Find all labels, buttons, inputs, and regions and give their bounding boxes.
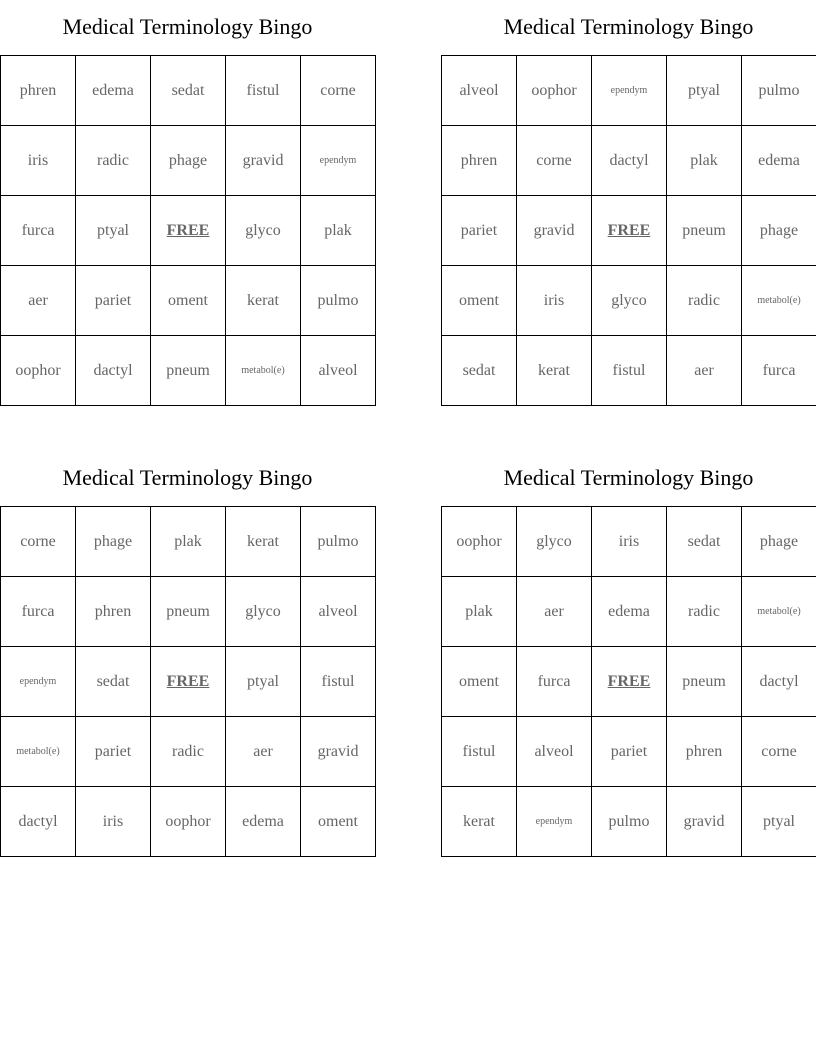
bingo-grid [441,55,816,406]
bingo-cell: phren [667,717,742,787]
bingo-cell: dactyl [742,647,816,717]
bingo-cell: ependym [1,647,76,717]
bingo-cell: gravid [667,787,742,857]
bingo-cell: fistul [226,56,301,126]
card-title-text: Medical Terminology Bingo [503,465,754,490]
free-space: FREE [592,196,667,266]
bingo-cell: oophor [517,56,592,126]
bingo-row [442,266,816,336]
bingo-row [1,126,376,196]
bingo-cell: pariet [442,196,517,266]
bingo-cell: plak [151,507,226,577]
bingo-cell: pneum [151,577,226,647]
bingo-row [1,336,376,406]
bingo-cell: oment [442,647,517,717]
card-title [0,0,375,55]
card-title-text: Medical Terminology Bingo [62,465,313,490]
bingo-card-3 [0,451,375,857]
bingo-cell: corne [301,56,376,126]
bingo-cell: aer [517,577,592,647]
bingo-cell: metabol(e) [1,717,76,787]
bingo-cell: alveol [301,336,376,406]
bingo-row [1,266,376,336]
bingo-cell: iris [1,126,76,196]
bingo-cell: phren [1,56,76,126]
bingo-cell: pariet [592,717,667,787]
bingo-row [1,717,376,787]
bingo-cell: fistul [592,336,667,406]
bingo-cell: pulmo [592,787,667,857]
bingo-cell: aer [1,266,76,336]
bingo-cell: glyco [226,196,301,266]
bingo-cell: glyco [226,577,301,647]
bingo-cell: radic [667,577,742,647]
bingo-cell: edema [226,787,301,857]
bingo-row [442,126,816,196]
bingo-cell: sedat [76,647,151,717]
free-space: FREE [151,196,226,266]
bingo-cell: pulmo [301,266,376,336]
bingo-cell: furca [517,647,592,717]
bingo-row [442,577,816,647]
bingo-cell: metabol(e) [742,266,816,336]
bingo-cell: gravid [301,717,376,787]
bingo-cell: oophor [1,336,76,406]
free-space: FREE [151,647,226,717]
bingo-card-1 [0,0,375,406]
bingo-cell: kerat [517,336,592,406]
bingo-row [442,787,816,857]
bingo-cell: oophor [151,787,226,857]
bingo-cell: sedat [667,507,742,577]
bingo-row [1,647,376,717]
bingo-cell: ptyal [226,647,301,717]
bingo-cell: phage [76,507,151,577]
bingo-row [1,577,376,647]
bingo-cell: plak [442,577,517,647]
bingo-cell: oment [301,787,376,857]
bingo-cell: alveol [517,717,592,787]
bingo-cell: kerat [226,507,301,577]
bingo-cell: corne [1,507,76,577]
bingo-cell: pneum [667,647,742,717]
bingo-cell: iris [592,507,667,577]
bingo-cell: kerat [226,266,301,336]
bingo-cell: aer [226,717,301,787]
bingo-cell: pariet [76,717,151,787]
bingo-cell: alveol [442,56,517,126]
bingo-row [442,56,816,126]
bingo-cell: metabol(e) [226,336,301,406]
bingo-cell: phage [742,196,816,266]
bingo-cell: phren [442,126,517,196]
bingo-cell: edema [592,577,667,647]
free-space: FREE [592,647,667,717]
bingo-row [1,196,376,266]
bingo-row [442,647,816,717]
bingo-cell: alveol [301,577,376,647]
bingo-cell: edema [742,126,816,196]
bingo-row [1,787,376,857]
bingo-grid [0,506,376,857]
bingo-cell: radic [667,266,742,336]
bingo-cell: sedat [442,336,517,406]
bingo-cell: plak [667,126,742,196]
bingo-card-4 [441,451,816,857]
bingo-cell: pulmo [301,507,376,577]
bingo-cell: ptyal [667,56,742,126]
bingo-cell: iris [517,266,592,336]
bingo-cell: phren [76,577,151,647]
bingo-cell: dactyl [592,126,667,196]
bingo-row [442,717,816,787]
bingo-cell: ptyal [76,196,151,266]
bingo-row [442,336,816,406]
bingo-cell: fistul [301,647,376,717]
bingo-grid [0,55,376,406]
bingo-cell: aer [667,336,742,406]
bingo-cell: oment [151,266,226,336]
bingo-cell: ptyal [742,787,816,857]
bingo-cell: metabol(e) [742,577,816,647]
bingo-cell: glyco [592,266,667,336]
bingo-cell: edema [76,56,151,126]
bingo-card-2 [441,0,816,406]
bingo-cell: pneum [151,336,226,406]
card-title [0,451,375,506]
bingo-row [1,56,376,126]
bingo-cell: radic [151,717,226,787]
bingo-cell: ependym [592,56,667,126]
bingo-cell: dactyl [76,336,151,406]
bingo-cell: furca [1,196,76,266]
card-title-text: Medical Terminology Bingo [62,14,313,39]
card-title-text: Medical Terminology Bingo [503,14,754,39]
bingo-cell: plak [301,196,376,266]
bingo-cell: pariet [76,266,151,336]
bingo-cell: kerat [442,787,517,857]
bingo-cell: corne [742,717,816,787]
bingo-cell: ependym [301,126,376,196]
card-title [441,451,816,506]
bingo-cell: oment [442,266,517,336]
bingo-cell: fistul [442,717,517,787]
bingo-cell: iris [76,787,151,857]
bingo-grid [441,506,816,857]
bingo-cell: furca [1,577,76,647]
bingo-cell: furca [742,336,816,406]
bingo-cell: phage [151,126,226,196]
bingo-cell: radic [76,126,151,196]
bingo-cell: ependym [517,787,592,857]
bingo-cell: sedat [151,56,226,126]
bingo-cell: dactyl [1,787,76,857]
bingo-row [1,507,376,577]
bingo-cell: pneum [667,196,742,266]
bingo-cell: corne [517,126,592,196]
bingo-cell: pulmo [742,56,816,126]
bingo-cell: oophor [442,507,517,577]
card-title [441,0,816,55]
bingo-row [442,196,816,266]
bingo-row [442,507,816,577]
bingo-cell: phage [742,507,816,577]
bingo-cell: gravid [517,196,592,266]
bingo-cell: glyco [517,507,592,577]
bingo-cell: gravid [226,126,301,196]
